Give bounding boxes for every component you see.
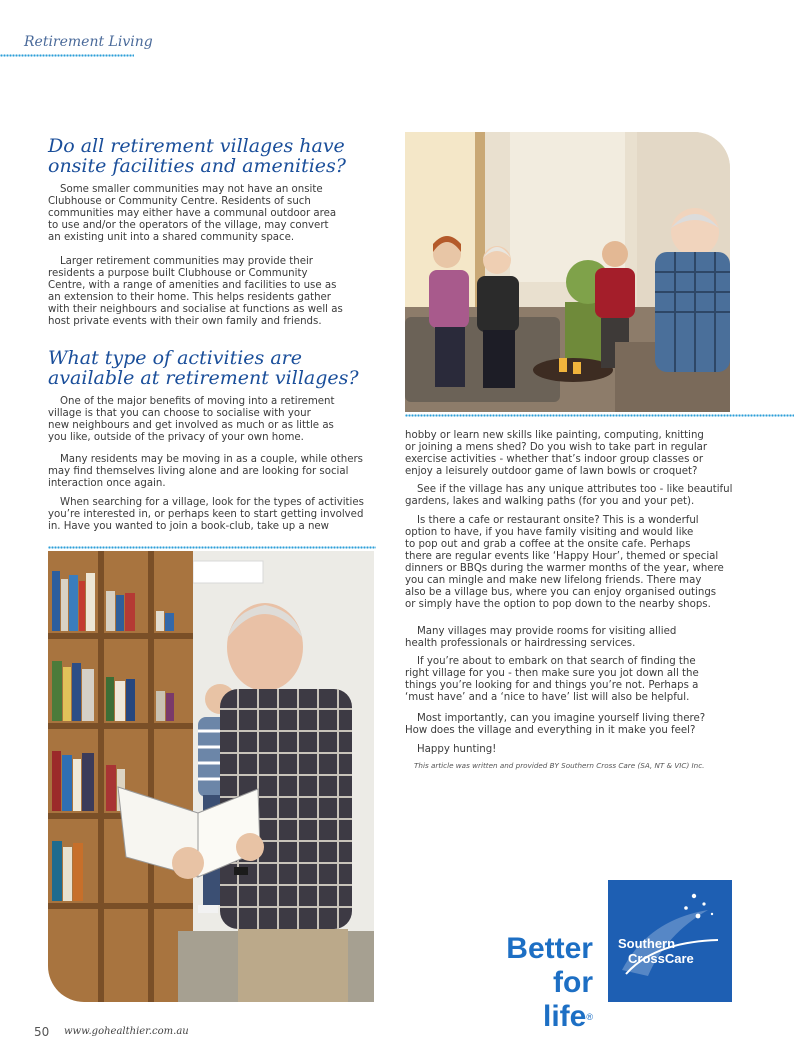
lounge-photo <box>405 132 730 412</box>
paragraph-line: exercise activities - whether that’s indoor group classes or <box>405 454 704 465</box>
left-paragraph-4 <box>48 454 388 490</box>
southern-cross-care-logo <box>608 880 732 1002</box>
paragraph-line: dinners or BBQs during the warmer months of the year, where <box>405 563 724 574</box>
left-paragraph-1 <box>48 184 388 244</box>
heading-line: Do all retirement villages have <box>48 135 345 157</box>
paragraph-line: gardens, lakes and walking paths (for you and your pet). <box>405 496 695 507</box>
paragraph-line: host private events with their own family and friends. <box>48 316 322 327</box>
paragraph-line: Most importantly, can you imagine yourself living there? <box>417 713 706 724</box>
left-paragraph-3 <box>48 396 388 444</box>
paragraph-line: hobby or learn new skills like painting, computing, knitting <box>405 430 704 441</box>
paragraph-line: there are regular events like ‘Happy Hour’, themed or special <box>405 551 719 562</box>
paragraph-line: to pop out and grab a coffee at the onsite cafe. Perhaps <box>405 539 691 550</box>
paragraph-line: One of the major benefits of moving into a retirement <box>60 396 335 407</box>
paragraph-line: See if the village has any unique attributes too - like beautiful <box>417 484 733 495</box>
heading-line: available at retirement villages? <box>48 367 359 389</box>
paragraph-line: an existing unit into a shared community space. <box>48 232 295 243</box>
left-paragraph-5 <box>48 497 388 533</box>
footer-url: www.gohealthier.com.au <box>64 1026 189 1037</box>
heading-activities <box>48 348 378 388</box>
paragraph-line: you’re interested in, or perhaps keen to start getting involved <box>48 509 364 520</box>
paragraph-line: you like, outside of the privacy of your own home. <box>48 432 304 443</box>
paragraph-line: Many villages may provide rooms for visiting allied <box>417 626 677 637</box>
paragraph-line: in. Have you wanted to join a book-club, take up a new <box>48 521 330 532</box>
right-paragraph-2 <box>405 484 735 508</box>
paragraph-line: communities may either have a communal outdoor area <box>48 208 337 219</box>
paragraph-line: right village for you - then make sure you jot down all the <box>405 668 699 679</box>
paragraph-line: If you’re about to embark on that search of finding the <box>417 656 696 667</box>
photo-dotted-rule <box>48 546 376 549</box>
paragraph-line: an extension to their home. This helps residents gather <box>48 292 331 303</box>
heading-line: onsite facilities and amenities? <box>48 155 346 177</box>
right-dotted-rule <box>405 414 794 417</box>
page-number: 50 <box>34 1025 50 1039</box>
paragraph-line: with their neighbours and socialise at functions as well as <box>48 304 343 315</box>
paragraph-line: Larger retirement communities may provide their <box>60 256 313 267</box>
paragraph-line: things you’re looking for and things you’re not. Perhaps a <box>405 680 699 691</box>
paragraph-line: or joining a mens shed? Do you wish to take part in regular <box>405 442 708 453</box>
right-paragraph-4 <box>405 626 735 650</box>
header-dotted-rule <box>0 54 134 57</box>
logo-text-southern: Southern <box>618 936 676 951</box>
paragraph-line: ‘must have’ and a ‘nice to have’ list will also be helpful. <box>405 692 690 703</box>
right-paragraph-3 <box>405 515 735 611</box>
tagline <box>497 932 593 1034</box>
paragraph-line: Some smaller communities may not have an onsite <box>60 184 323 195</box>
heading-facilities <box>48 136 378 176</box>
paragraph-line: Centre, with a range of amenities and facilities to use as <box>48 280 337 291</box>
paragraph-line: you can mingle and make new lifelong friends. There may <box>405 575 702 586</box>
registered-mark: ® <box>586 1012 593 1022</box>
right-paragraph-5 <box>405 656 735 704</box>
paragraph-line: to use and/or the operators of the village, may convert <box>48 220 329 231</box>
right-paragraph-1 <box>405 430 735 478</box>
paragraph-line: may find themselves living alone and are looking for social <box>48 466 349 477</box>
paragraph-line: interaction once again. <box>48 478 166 489</box>
article-credit: This article was written and provided BY Southern Cross Care (SA, NT & VIC) Inc. <box>414 761 705 770</box>
tagline-line-1: Better <box>506 932 593 965</box>
library-photo <box>48 551 374 1002</box>
paragraph-line: Many residents may be moving in as a couple, while others <box>60 454 363 465</box>
paragraph-line: or simply have the option to pop down to the nearby shops. <box>405 599 711 610</box>
paragraph-line: enjoy a leisurely outdoor game of lawn bowls or croquet? <box>405 466 698 477</box>
paragraph-line: residents a purpose built Clubhouse or Community <box>48 268 308 279</box>
paragraph-line: new neighbours and get involved as much or as little as <box>48 420 334 431</box>
heading-line: What type of activities are <box>48 347 302 369</box>
paragraph-line: also be a village bus, where you can enjoy organised outings <box>405 587 717 598</box>
paragraph-line: health professionals or hairdressing services. <box>405 638 636 649</box>
tagline-line-2: for life <box>543 966 593 1033</box>
right-paragraph-6 <box>405 713 735 737</box>
paragraph-line: Clubhouse or Community Centre. Residents of such <box>48 196 311 207</box>
section-tag: Retirement Living <box>24 34 153 50</box>
left-paragraph-2 <box>48 256 388 328</box>
paragraph-line: How does the village and everything in it make you feel? <box>405 725 696 736</box>
paragraph-line: When searching for a village, look for the types of activities <box>60 497 364 508</box>
right-paragraph-7 <box>405 744 735 756</box>
paragraph-line: village is that you can choose to socialise with your <box>48 408 311 419</box>
logo-text-crosscare: CrossCare <box>628 951 694 966</box>
paragraph-line: option to have, if you have family visiting and would like <box>405 527 694 538</box>
paragraph-line: Is there a cafe or restaurant onsite? This is a wonderful <box>417 515 699 526</box>
paragraph-line: Happy hunting! <box>417 744 497 755</box>
